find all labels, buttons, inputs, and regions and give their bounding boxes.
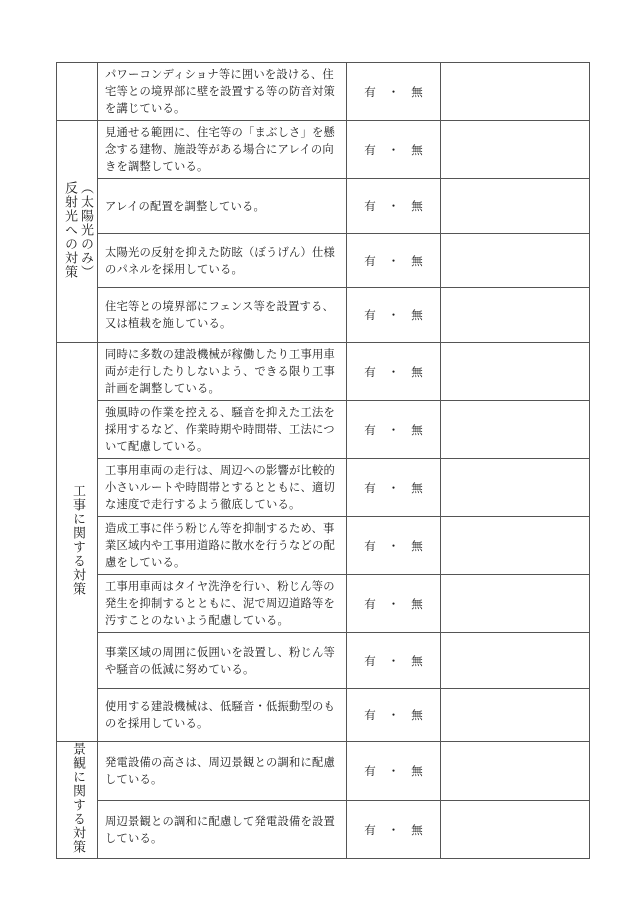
yes-option[interactable]: 有 [364, 142, 376, 157]
remarks-cell[interactable] [441, 288, 590, 343]
yes-no-choice[interactable] [347, 517, 441, 575]
yes-no-choice[interactable] [347, 343, 441, 401]
remarks-cell[interactable] [441, 575, 590, 633]
no-option[interactable]: 無 [411, 538, 423, 553]
table-row [57, 742, 590, 801]
separator: ・ [387, 308, 400, 322]
separator: ・ [387, 596, 400, 611]
table-row [57, 401, 590, 459]
no-option[interactable]: 無 [411, 822, 423, 837]
item-text: パワーコンディショナ等に囲いを設ける、住宅等との境界部に壁を設置する等の防音対策を講じている。 [98, 63, 347, 121]
separator: ・ [387, 364, 400, 379]
table-row [57, 459, 590, 517]
separator: ・ [387, 708, 400, 722]
separator: ・ [387, 253, 400, 268]
yes-option[interactable]: 有 [364, 253, 376, 268]
no-option[interactable]: 無 [411, 422, 423, 437]
yes-no-choice[interactable] [347, 742, 441, 801]
item-text: 工事用車両はタイヤ洗浄を行い、粉じん等の発生を抑制するとともに、泥で周辺道路等を汚すことのないよう配慮している。 [98, 575, 347, 633]
remarks-cell[interactable] [441, 121, 590, 179]
yes-no-choice[interactable] [347, 459, 441, 517]
separator: ・ [387, 199, 400, 213]
yes-option[interactable]: 有 [364, 422, 376, 437]
remarks-cell[interactable] [441, 63, 590, 121]
separator: ・ [387, 764, 400, 779]
item-text: 周辺景観との調和に配慮して発電設備を設置している。 [98, 801, 347, 859]
checklist-table [56, 62, 590, 859]
category-title: 工事に関する対策 [70, 484, 85, 596]
yes-no-choice[interactable] [347, 234, 441, 288]
item-text: 使用する建設機械は、低騒音・低振動型のものを採用している。 [98, 689, 347, 742]
no-option[interactable]: 無 [411, 199, 423, 213]
remarks-cell[interactable] [441, 401, 590, 459]
yes-option[interactable]: 有 [364, 364, 376, 379]
yes-option[interactable]: 有 [364, 480, 376, 495]
separator: ・ [387, 84, 400, 99]
separator: ・ [387, 480, 400, 495]
separator: ・ [387, 142, 400, 157]
no-option[interactable]: 無 [411, 480, 423, 495]
table-row [57, 121, 590, 179]
no-option[interactable]: 無 [411, 253, 423, 268]
yes-option[interactable]: 有 [364, 308, 376, 322]
category-construction [57, 343, 98, 742]
category-landscape [57, 742, 98, 859]
yes-no-choice[interactable] [347, 121, 441, 179]
yes-option[interactable]: 有 [364, 538, 376, 553]
yes-no-choice[interactable] [347, 575, 441, 633]
remarks-cell[interactable] [441, 742, 590, 801]
item-text: 造成工事に伴う粉じん等を抑制するため、事業区域内や工事用道路に散水を行うなどの配慮をしている。 [98, 517, 347, 575]
yes-option[interactable]: 有 [364, 764, 376, 779]
remarks-cell[interactable] [441, 517, 590, 575]
separator: ・ [387, 422, 400, 437]
table-row [57, 63, 590, 121]
yes-no-choice[interactable] [347, 288, 441, 343]
separator: ・ [387, 538, 400, 553]
category-subtitle: （太陽光のみ） [78, 180, 93, 279]
remarks-cell[interactable] [441, 801, 590, 859]
remarks-cell[interactable] [441, 179, 590, 234]
yes-no-choice[interactable] [347, 63, 441, 121]
remarks-cell[interactable] [441, 689, 590, 742]
category-cell-continued [57, 63, 98, 121]
remarks-cell[interactable] [441, 234, 590, 288]
no-option[interactable]: 無 [411, 596, 423, 611]
yes-no-choice[interactable] [347, 801, 441, 859]
table-row [57, 633, 590, 689]
item-text: 見通せる範囲に、住宅等の「まぶしさ」を懸念する建物、施設等がある場合にアレイの向きを調整している。 [98, 121, 347, 179]
separator: ・ [387, 653, 400, 668]
table-row [57, 343, 590, 401]
table-row [57, 179, 590, 234]
table-row [57, 801, 590, 859]
no-option[interactable]: 無 [411, 142, 423, 157]
no-option[interactable]: 無 [411, 84, 423, 99]
category-title: 反射光への対策 [62, 180, 77, 279]
table-row [57, 234, 590, 288]
item-text: 事業区域の周囲に仮囲いを設置し、粉じん等や騒音の低減に努めている。 [98, 633, 347, 689]
remarks-cell[interactable] [441, 633, 590, 689]
item-text: 工事用車両の走行は、周辺への影響が比較的小さいルートや時間帯とするとともに、適切な速度で走行するよう徹底している。 [98, 459, 347, 517]
no-option[interactable]: 無 [411, 708, 423, 722]
remarks-cell[interactable] [441, 343, 590, 401]
item-text: アレイの配置を調整している。 [98, 179, 347, 234]
table-row [57, 517, 590, 575]
item-text: 同時に多数の建設機械が稼働したり工事用車両が走行したりしないよう、できる限り工事計画を調整している。 [98, 343, 347, 401]
item-text: 強風時の作業を控える、騒音を抑えた工法を採用するなど、作業時期や時間帯、工法について配慮している。 [98, 401, 347, 459]
no-option[interactable]: 無 [411, 653, 423, 668]
yes-option[interactable]: 有 [364, 708, 376, 722]
category-title: 景観に関する対策 [70, 742, 85, 854]
table-row [57, 288, 590, 343]
table-row [57, 689, 590, 742]
category-reflection [57, 121, 98, 343]
yes-option[interactable]: 有 [364, 199, 376, 213]
remarks-cell[interactable] [441, 459, 590, 517]
yes-no-choice[interactable] [347, 401, 441, 459]
item-text: 太陽光の反射を抑えた防眩（ぼうげん）仕様のパネルを採用している。 [98, 234, 347, 288]
separator: ・ [387, 822, 400, 837]
yes-option[interactable]: 有 [364, 596, 376, 611]
item-text: 住宅等との境界部にフェンス等を設置する、又は植栽を施している。 [98, 288, 347, 343]
item-text: 発電設備の高さは、周辺景観との調和に配慮している。 [98, 742, 347, 801]
yes-option[interactable]: 有 [364, 84, 376, 99]
yes-no-choice[interactable] [347, 633, 441, 689]
yes-option[interactable]: 有 [364, 653, 376, 668]
no-option[interactable]: 無 [411, 364, 423, 379]
table-row [57, 575, 590, 633]
no-option[interactable]: 無 [411, 764, 423, 779]
yes-option[interactable]: 有 [364, 822, 376, 837]
no-option[interactable]: 無 [411, 308, 423, 322]
yes-no-choice[interactable] [347, 179, 441, 234]
yes-no-choice[interactable] [347, 689, 441, 742]
